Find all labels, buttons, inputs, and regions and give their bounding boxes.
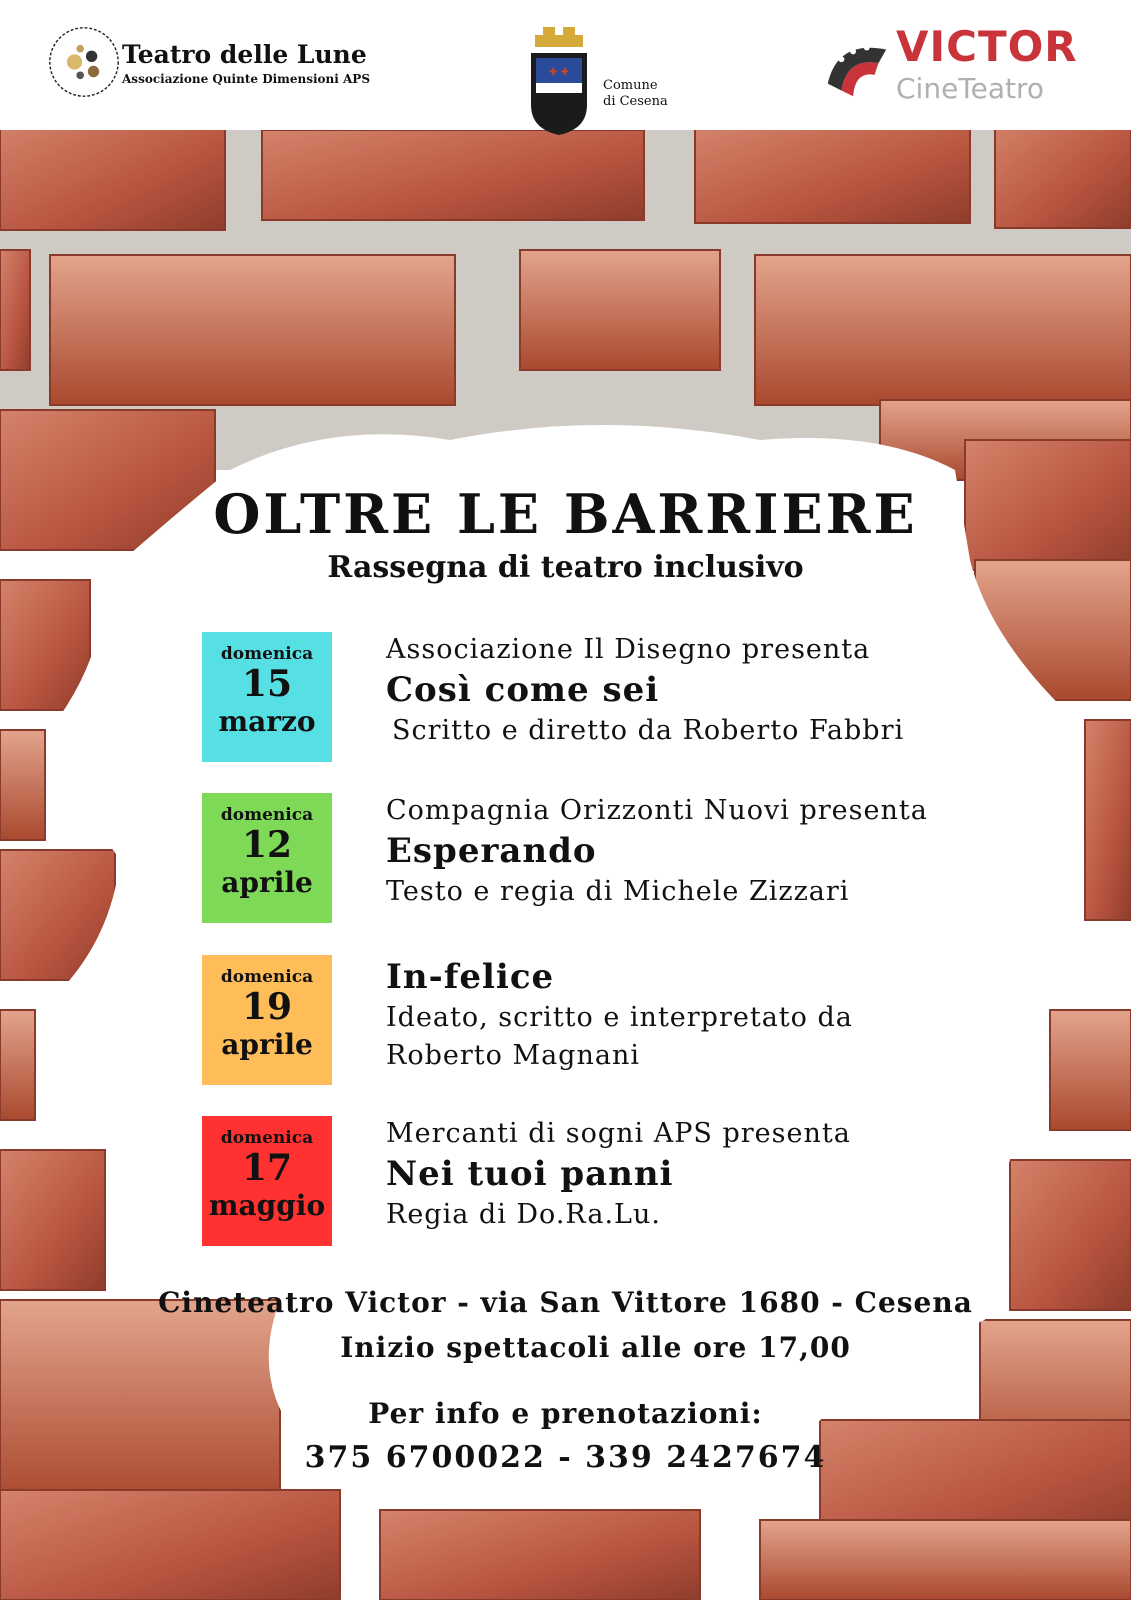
event-month: marzo xyxy=(218,705,316,738)
event-details xyxy=(386,793,1026,911)
event-details xyxy=(386,1116,1026,1234)
event-show-title: In-felice xyxy=(386,957,555,997)
comune-line-2: di Cesena xyxy=(603,94,668,109)
event-show-title: Così come sei xyxy=(386,670,660,710)
phone-numbers: 375 6700022 - 339 2427674 xyxy=(304,1440,827,1475)
event-weekday: domenica xyxy=(220,805,314,825)
teatro-association-name: Associazione Quinte Dimensioni APS xyxy=(122,72,370,86)
event-day: 17 xyxy=(241,1147,293,1189)
event-weekday: domenica xyxy=(220,1128,314,1148)
event-presenter: Associazione Il Disegno presenta xyxy=(386,634,871,665)
event-day: 15 xyxy=(241,663,293,705)
venue-address: Cineteatro Victor - via San Vittore 1680 - Cesena xyxy=(158,1286,973,1319)
start-time: Inizio spettacoli alle ore 17,00 xyxy=(340,1331,851,1364)
date-box xyxy=(202,955,332,1085)
victor-brand-name: VICTOR xyxy=(896,22,1078,71)
event-presenter: Compagnia Orizzonti Nuovi presenta xyxy=(386,795,928,826)
event-credit: Ideato, scritto e interpretato da xyxy=(386,1002,853,1033)
event-show-title: Nei tuoi panni xyxy=(386,1154,674,1194)
comune-line-1: Comune xyxy=(603,78,658,93)
event-show-title: Esperando xyxy=(386,831,597,871)
info-label: Per info e prenotazioni: xyxy=(368,1397,763,1430)
event-details xyxy=(386,955,1026,1075)
event-credit: Regia di Do.Ra.Lu. xyxy=(386,1199,661,1230)
event-weekday: domenica xyxy=(220,967,314,987)
event-details xyxy=(386,632,1026,750)
teatro-delle-lune-name: Teatro delle Lune xyxy=(122,40,367,69)
poster-title: OLTRE LE BARRIERE xyxy=(213,482,918,546)
svg-text:✚ ✚: ✚ ✚ xyxy=(549,67,569,78)
event-weekday: domenica xyxy=(220,644,314,664)
event-presenter: Mercanti di sogni APS presenta xyxy=(386,1118,851,1149)
poster-subtitle: Rassegna di teatro inclusivo xyxy=(327,550,804,585)
event-4 xyxy=(202,1116,1002,1246)
event-day: 19 xyxy=(241,986,293,1028)
event-month: aprile xyxy=(221,866,313,899)
date-box xyxy=(202,793,332,923)
event-2 xyxy=(202,793,1002,923)
event-3 xyxy=(202,955,1002,1085)
event-credit: Scritto e diretto da Roberto Fabbri xyxy=(392,715,905,746)
event-1 xyxy=(202,632,1002,762)
date-box xyxy=(202,1116,332,1246)
event-month: maggio xyxy=(208,1189,326,1222)
date-box xyxy=(202,632,332,762)
event-month: aprile xyxy=(221,1028,313,1061)
event-day: 12 xyxy=(241,824,293,866)
victor-brand-subtitle: CineTeatro xyxy=(896,72,1045,105)
event-credit: Testo e regia di Michele Zizzari xyxy=(386,876,850,907)
event-credit-line-2: Roberto Magnani xyxy=(386,1040,640,1071)
